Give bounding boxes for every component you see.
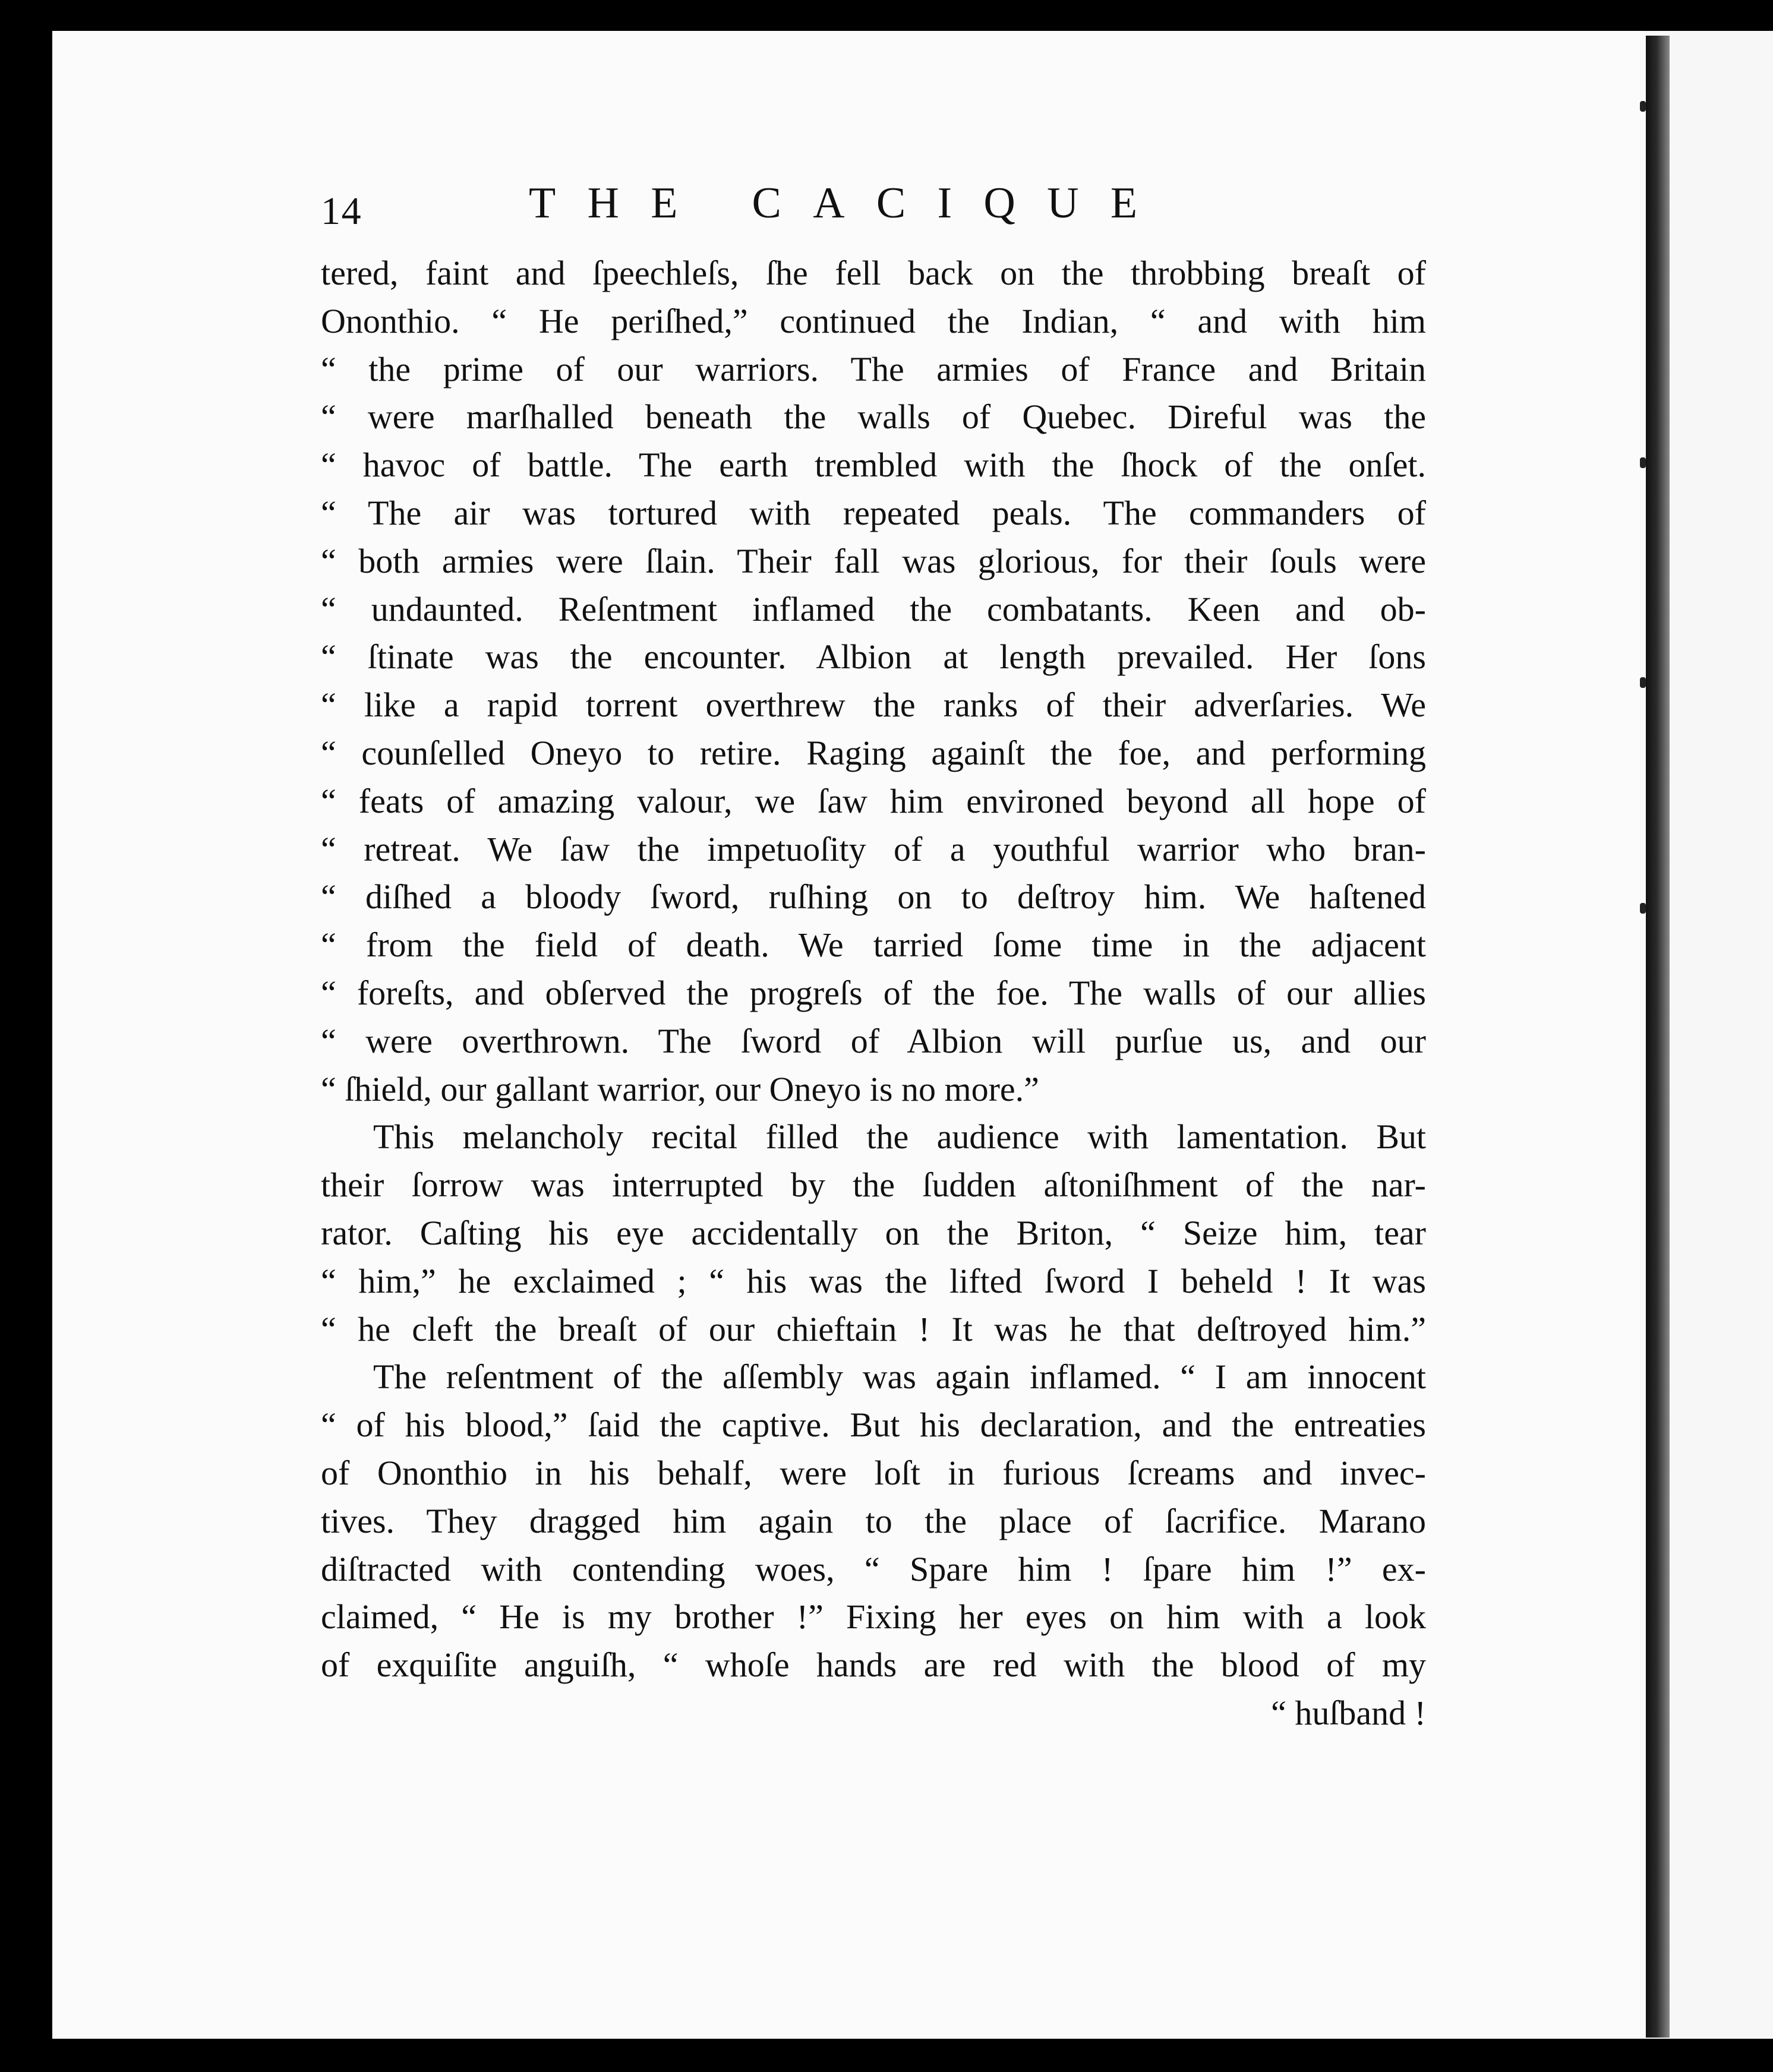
text-line: “ undaunted. Reſentment inflamed the combatants. Keen and ob- xyxy=(321,589,1426,628)
text-line: “ ſtinate was the encounter. Albion at length prevailed. Her ſons xyxy=(321,637,1426,677)
ink-spot xyxy=(1640,903,1646,914)
text-line: “ the prime of our warriors. The armies of France and Britain xyxy=(321,349,1426,389)
text-line: “ he cleft the breaſt of our chieftain ! It was he that deſtroyed him.” xyxy=(321,1309,1426,1348)
running-head xyxy=(321,178,1426,249)
text-line: “ feats of amazing valour, we ſaw him environed beyond all hope of xyxy=(321,781,1426,820)
text-line: “ of his blood,” ſaid the captive. But his declaration, and the entreaties xyxy=(321,1405,1426,1445)
text-line: “ havoc of battle. The earth trembled with the ſhock of the onſet. xyxy=(321,446,1426,485)
text-line: “ diſhed a bloody ſword, ruſhing on to deſtroy him. We haſtened xyxy=(321,877,1426,917)
text-line: “ from the field of death. We tarried ſome time in the adjacent xyxy=(321,926,1426,965)
text-line: of Ononthio in his behalf, were loſt in furious ſcreams and invec- xyxy=(321,1453,1426,1492)
ink-spot xyxy=(1640,457,1646,468)
binding-shadow xyxy=(1646,36,1670,2038)
text-line: “ The air was tortured with repeated peals. The commanders of xyxy=(321,493,1426,532)
text-block xyxy=(321,178,1426,1738)
text-line: their ſorrow was interrupted by the ſudden aſtoniſhment of the nar- xyxy=(321,1166,1426,1205)
text-line: “ were overthrown. The ſword of Albion will purſue us, and our xyxy=(321,1021,1426,1060)
text-line: of exquiſite anguiſh, “ whoſe hands are red with the blood of my xyxy=(321,1645,1426,1685)
body-text xyxy=(321,249,1426,1738)
text-line: “ ſhield, our gallant warrior, our Oneyo is no more.” xyxy=(321,1069,1039,1108)
page-number: 14 xyxy=(321,189,362,233)
text-line: “ foreſts, and obſerved the progreſs of the foe. The walls of our allies xyxy=(321,973,1426,1012)
text-line: “ both armies were ſlain. Their fall was glorious, for their ſouls were xyxy=(321,541,1426,580)
text-line: “ him,” he exclaimed ; “ his was the lifted ſword I beheld ! It was xyxy=(321,1261,1426,1300)
text-line: diſtracted with contending woes, “ Spare him ! ſpare him !” ex- xyxy=(321,1549,1426,1588)
text-line: This melancholy recital filled the audience with lamentation. But xyxy=(373,1117,1426,1157)
running-title: THE CACIQUE xyxy=(529,179,1169,228)
text-line: “ huſband ! xyxy=(1271,1693,1426,1732)
text-line: “ were marſhalled beneath the walls of Quebec. Direful was the xyxy=(321,397,1426,437)
ink-spot xyxy=(1640,101,1646,112)
text-line: Ononthio. “ He periſhed,” continued the Indian, “ and with him xyxy=(321,301,1426,340)
ink-spot xyxy=(1640,677,1646,688)
text-line: rator. Caſting his eye accidentally on the Briton, “ Seize him, tear xyxy=(321,1213,1426,1252)
text-line: tered, faint and ſpeechleſs, ſhe fell back on the throbbing breaſt of xyxy=(321,254,1426,292)
text-line: tives. They dragged him again to the place of ſacrifice. Marano xyxy=(321,1501,1426,1540)
text-line: “ retreat. We ſaw the impetuoſity of a youthful warrior who bran- xyxy=(321,829,1426,868)
text-line: The reſentment of the aſſembly was again inflamed. “ I am innocent xyxy=(373,1357,1426,1397)
text-line: “ counſelled Oneyo to retire. Raging againſt the foe, and performing xyxy=(321,733,1426,772)
text-line: “ like a rapid torrent overthrew the ranks of their adverſaries. We xyxy=(321,686,1426,725)
text-line: claimed, “ He is my brother !” Fixing her eyes on him with a look xyxy=(321,1597,1426,1637)
